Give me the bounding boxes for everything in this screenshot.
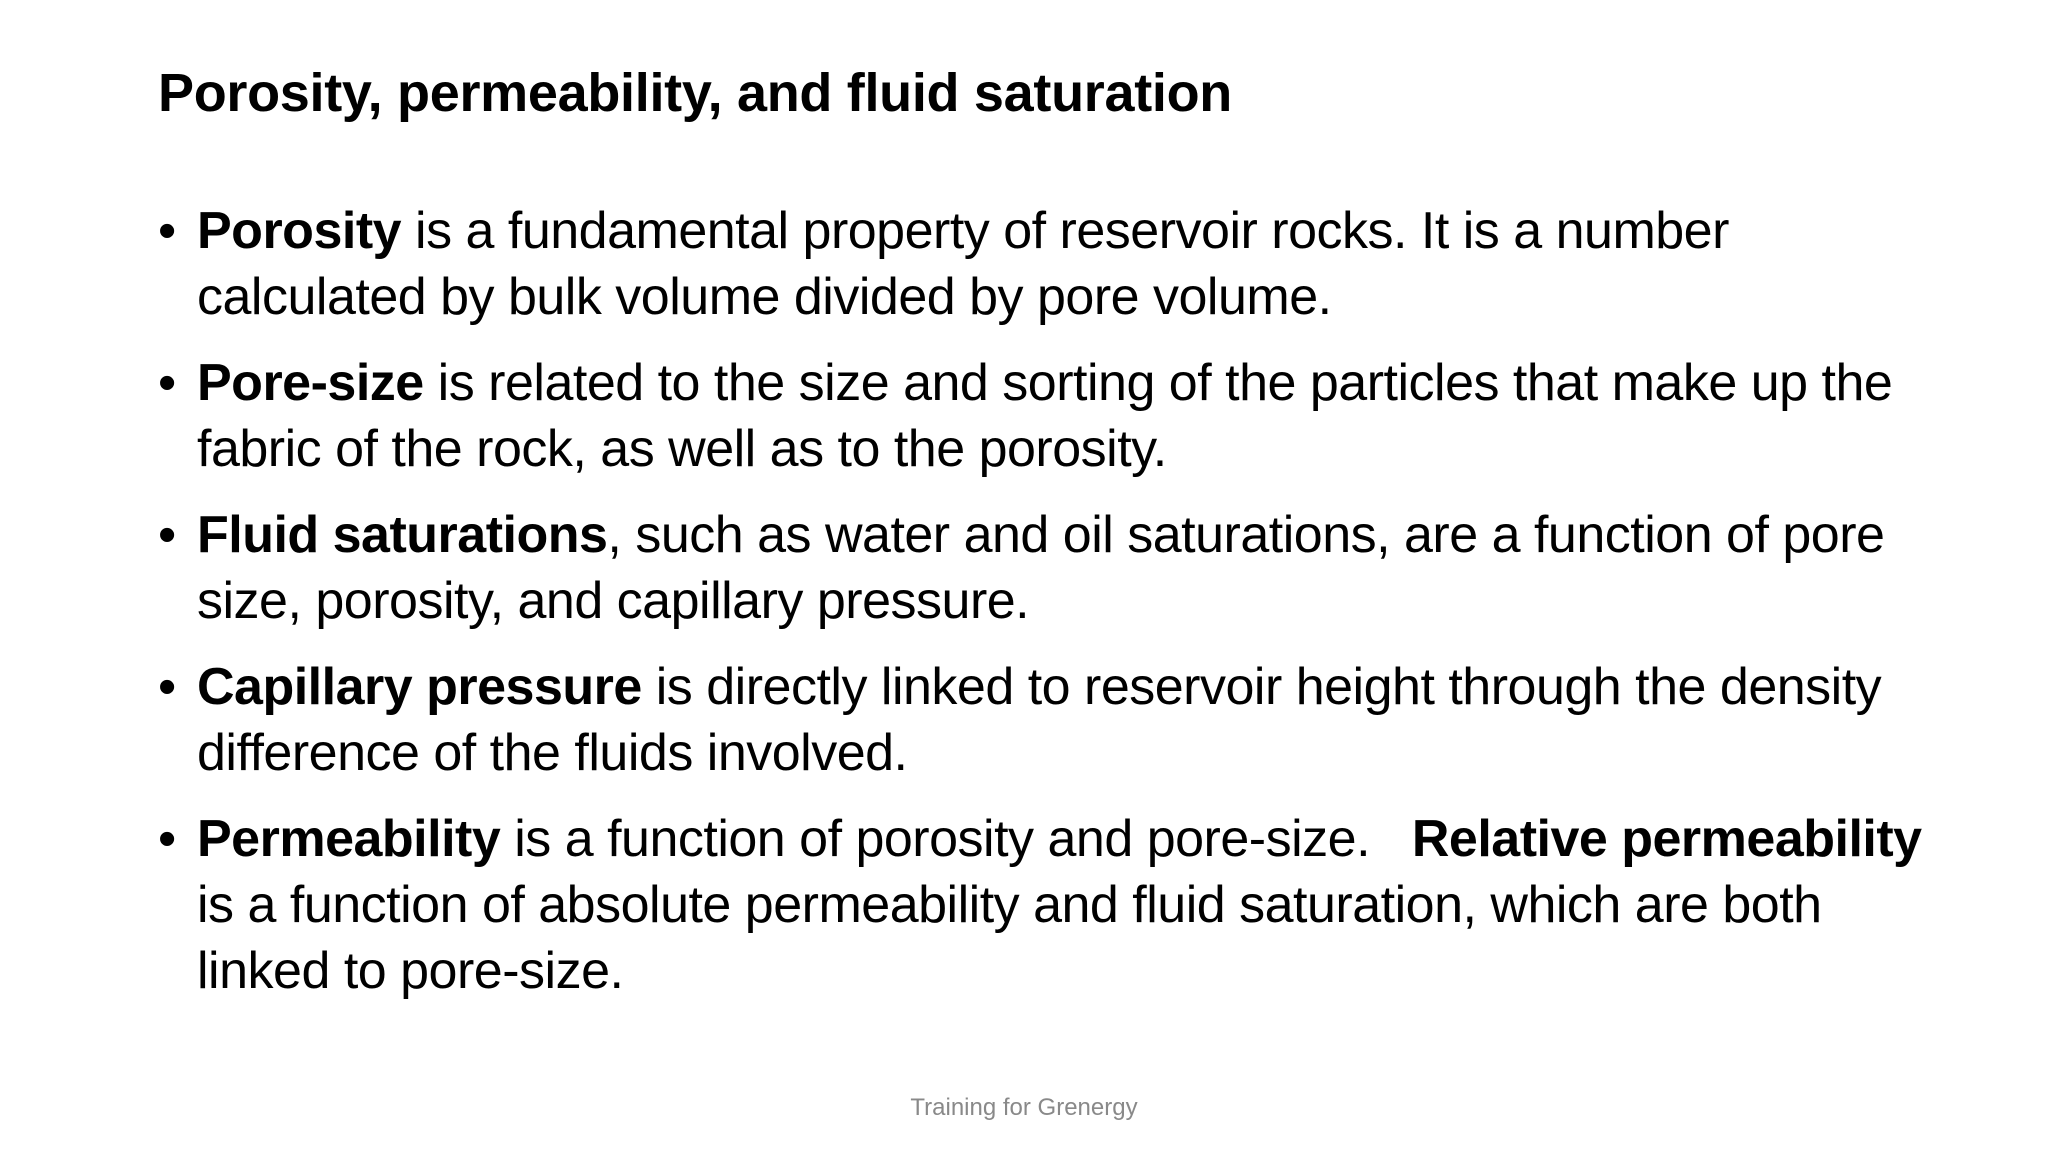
bullet-text: is related to the size and sorting of the particles that make up the fabric of the rock, as well as to the porosity. [197,354,1893,478]
bullet-capillary-pressure [158,654,1968,786]
bullet-icon: • [158,658,176,716]
bullet-icon: • [158,354,176,412]
bullet-pore-size [158,350,1968,482]
footer-text: Training for Grenergy [910,1094,1138,1121]
bullet-term: Permeability [197,810,501,868]
bullet-term: Fluid saturations [197,506,608,564]
bullet-term: Porosity [197,202,402,260]
bullet-icon: • [158,506,176,564]
bullet-text: is a fundamental property of reservoir rocks. It is a number calculated by bulk volume divided by pore volume. [197,202,1729,326]
bullet-permeability [158,806,1968,1004]
bullet-icon: • [158,202,176,260]
bullet-text: is directly linked to reservoir height through the density difference of the fluids involved. [197,658,1882,782]
bullet-text: , such as water and oil saturations, are a function of pore size, porosity, and capillary pressure. [197,506,1885,630]
bullet-text-secondary: is a function of absolute permeability and fluid saturation, which are both linked to pore-size. [197,876,1822,1000]
bullet-porosity [158,198,1968,330]
bullet-list [158,198,1968,1024]
bullet-term: Capillary pressure [197,658,642,716]
bullet-term-secondary: Relative permeability [1411,810,1922,868]
bullet-icon: • [158,810,176,868]
bullet-fluid-saturations [158,502,1968,634]
slide-title: Porosity, permeability, and fluid saturation [158,63,1232,123]
bullet-text: is a function of porosity and pore-size. [500,810,1412,868]
bullet-term: Pore-size [197,354,424,412]
